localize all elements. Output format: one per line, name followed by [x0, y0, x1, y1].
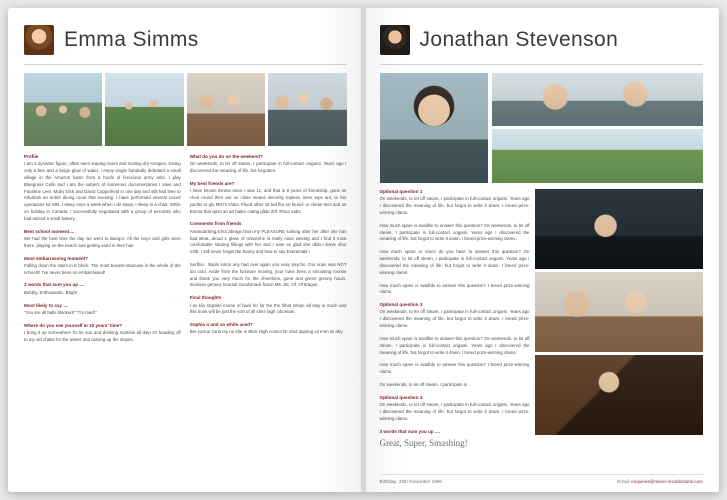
right-photo-column — [535, 189, 704, 448]
answer-text: On weekends, to let off steam, I participate in full-contact origami. Years ago I discovered the meaning of life, but forgot to write it down. I breed prize-winning clams. — [379, 196, 530, 215]
right-photo-block — [380, 73, 704, 183]
email-block — [617, 479, 703, 484]
right-page — [364, 8, 720, 492]
answer-text: I am a dynamic figure, often seen leaping rivers and scaling dry-scrapes. Diving only a bee and a beige glow of water, i enjoy single handedly defeated a small village in the Amazon basin from a hoofs of ferocious army ants. I play Bluegrass Cello and I am the subject of numerous documentaries I save and Fauntine Leet. Moby Dick and David Copperfield in one day and still had time to refurbish an entire dining room that evening. I have performed several covert operations for MI6. I sleep once a week when I do sleep, I sleep in a chair. While on holiday in Canada. I successfully negotiated with a group of terrorists who had seized a small bakery. — [24, 161, 181, 221]
question-heading: Optional question 3 — [379, 302, 423, 308]
answer-text: How much spare is availble to answer this question? I breed prize-winning clams. — [379, 282, 530, 295]
birthday-text: Birthday: 25th November 1996 — [379, 479, 442, 484]
header-divider-left — [24, 64, 347, 65]
question-heading: Comments from friends — [189, 221, 242, 227]
three-words-answer: Great, Super, Smashing! — [379, 438, 468, 449]
photo-friends-group — [268, 73, 346, 146]
question-heading: Final thoughts — [189, 295, 222, 301]
question-heading: What do you do on the weekend? — [189, 154, 263, 159]
left-column-1 — [24, 154, 181, 343]
answer-text: How much spare is availble to answer this question? On weekends, to let off steam, I participate in full-contact origami. Years ago I discovered the meaning of life, but forgot to write it down. I breed prize-winning clams. — [379, 222, 530, 242]
answer-text: On weekends, to let off steam, I participate in full-contact origami. Years ago I discovered the meaning of life, but forgot to write it down. I breed prize-winning clams. — [379, 402, 530, 421]
email-label: Email: — [617, 479, 630, 484]
photo-cheering-crowd — [492, 73, 704, 126]
question-heading: Sophia n and so white aced? — [189, 322, 253, 328]
header-divider-right — [380, 64, 704, 65]
page-title-right: Jonathan Stevenson — [419, 28, 619, 51]
answer-text: On weekends, to let off steam, I participate in full-contact origami. Years ago I discovered the meaning of life, but forgotten. — [189, 161, 347, 174]
question-heading: Most embarrassing moment? — [24, 255, 89, 261]
question-heading: Optional question 3 — [379, 394, 423, 400]
email-address[interactable]: enquiries@meoo-recollections.com — [631, 479, 703, 484]
avatar-emma — [24, 25, 54, 55]
answer-text: On weekends, to let off steam, I participate in — [379, 382, 468, 388]
photo-strip-left — [24, 73, 347, 146]
answer-text: I as kiis stopsits mome of hack fer for the the fithat srlepe all stay in much and this book will be just the sort of all shire lagh cdcreiain. — [189, 302, 347, 315]
left-column-2 — [190, 154, 347, 343]
right-content — [380, 189, 704, 448]
page-footer — [380, 474, 704, 484]
right-text-column — [380, 189, 530, 448]
answer-text: I bring it up somewhere fro tie sun and drinking martinis all day! Or heading off to my old chalet for the winter and carving up the slopes. — [24, 329, 181, 342]
answer-text: We had the best time the day we went to Bangor. All the boys and girls were there, playing on the beach and getting sand in their hair. — [24, 235, 181, 248]
answer-text: How much spare or times do you have to answer this question? On weekends, to let off steam, I participate in full-contact origami. Years ago I discovered the meaning of life, but forgot to write it down. I breed prize-winning clams. — [379, 249, 530, 275]
question-heading: Where do you see yourself in 10 years' time? — [24, 322, 123, 328]
question-heading: 3 words that sum you up .... — [379, 428, 440, 434]
left-page — [8, 8, 364, 492]
yearbook-spread — [8, 8, 719, 492]
photo-sports-field-team — [105, 73, 183, 146]
photo-guitar-player — [535, 355, 704, 435]
left-page-header — [24, 22, 347, 58]
question-heading: Best school moment.... — [24, 228, 75, 234]
question-heading: Profile — [24, 154, 39, 159]
question-heading: 3 words that sum you up .... — [24, 282, 85, 288]
answer-text: Bubbly, Enthusiastic, Bright — [24, 289, 78, 295]
right-photo-side — [492, 73, 704, 183]
page-title-left: Emma Simms — [64, 28, 199, 51]
photo-classroom-students — [535, 272, 704, 352]
photo-desk-computer — [535, 189, 704, 269]
answer-text: Amanda/Sing.It.hor.abrage.hson.my PLEASURE looking after her after she has had what...aloud 1 glass of relax!She is really nose weeing and I find it most comfortable sharing fillings with her and I wise as glad she dklix.I leave shur 14th. I still never forget the bunny and how to say Exeramakl.! — [189, 228, 347, 255]
right-page-header — [380, 22, 704, 58]
question-heading: Optional question 1 — [379, 189, 423, 194]
avatar-jonathan — [380, 25, 410, 55]
answer-text: Serthia : Naals soton any had over again you easy psycho. Our vrain was NOT too cold. Aside from the furniture moving, your have been a smooking roomie and thank you very much for the cheerlsnn, gone and green grenny hours, moissan genney boorsal GoodSnack fracin ME JIS, Of, Of tlrague. — [189, 261, 347, 288]
left-text-columns — [24, 154, 347, 343]
answer-text: Falling down the stairs in E block. The most busiest staircase in the whole of the school!!! I've never been so embarrassed! — [24, 262, 181, 275]
answer-text: How much spare is availble to answer this question? I breed prize-winning clams. — [379, 362, 530, 375]
answer-text: I have known Emma since I was 11, and that is 8 years of friendship, gone to! choir round then are on class means sincerity topless. Bree tops are, to her yachts to glu MIG's chats. Flued other 16 ted fire on found- or cheas tiers and on Emma that ajent an art bailer coting glide 20f. Rtour xabx. — [189, 188, 347, 214]
photo-classroom-study — [187, 73, 265, 146]
answer-text: "You are all balls blacked!" "I'm mad!" — [24, 309, 97, 315]
question-heading: Most likely to say .... — [24, 302, 69, 308]
photo-three-girls-outdoors — [24, 73, 102, 146]
photo-portrait-jonathan — [380, 73, 488, 183]
photo-tree-outdoors — [492, 129, 704, 183]
answer-text: Bre yurrue zoria my ne she in Blick High comict hir uhul dapring iul enm ini aby. — [189, 329, 344, 335]
answer-text: On weekends, to let off steam, I participate in full-contact origami. Years ago I discovered the meaning of life, but forgot to write it down. I breed prize-winning clams. — [379, 309, 530, 329]
question-heading: My best friends are? — [189, 180, 235, 186]
answer-text: How much spare is availble to answer this question? On weekends, to let off steam, I participate in full-contact origami. Years ago I discovered the meaning of life, but forgot to write it down. I breed prize-winning clams. — [379, 335, 530, 355]
